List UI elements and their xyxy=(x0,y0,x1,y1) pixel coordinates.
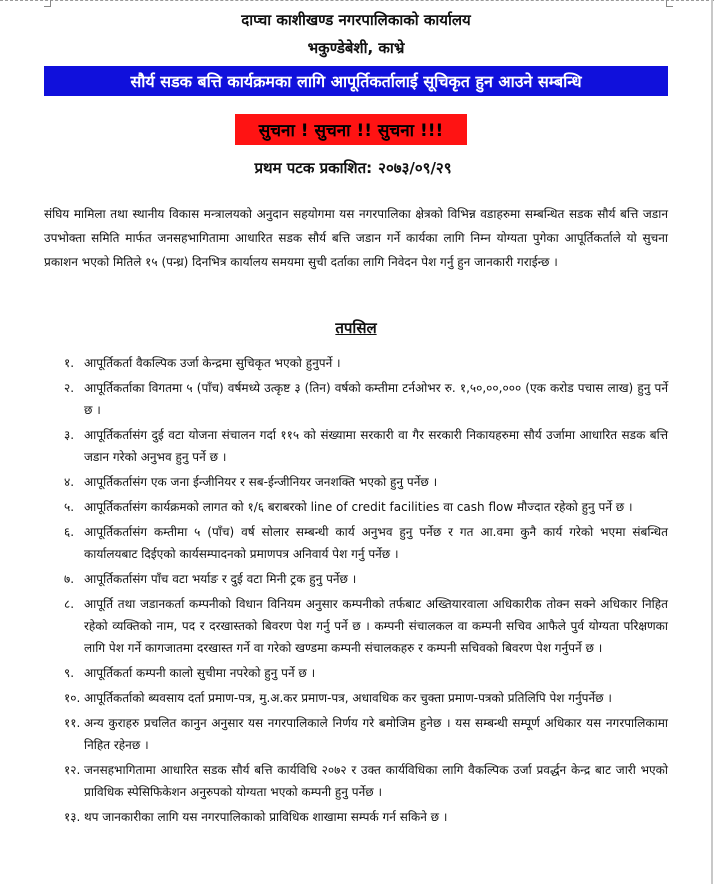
list-item xyxy=(44,568,668,590)
list-item-number: ८. xyxy=(64,597,75,611)
list-item xyxy=(44,521,668,565)
list-item-number: १०. xyxy=(64,691,81,705)
list-item xyxy=(44,352,668,374)
office-name: दाप्चा काशीखण्ड नगरपालिकाको कार्यालय xyxy=(241,11,471,29)
page-right-border xyxy=(711,0,713,884)
list-item xyxy=(44,687,668,709)
publish-date: २०७३/०९/२९ xyxy=(378,159,452,177)
list-item-text: आपूर्तिकर्तासंग कार्यक्रमको लागत को १/६ बराबरको line of credit facilities वा cash flow मौज्दात रहेको हुनु पर्ने छ । xyxy=(84,500,633,514)
list-item-text: आपूर्तिकर्तासंग दुई वटा योजना संचालन गर्दा ११५ को संख्यामा सरकारी वा गैर सरकारी निकायहरुमा सौर्य उर्जामा आधारित सडक बत्ति जडान गरेको अनुभव हुनु पर्ने छ । xyxy=(84,428,668,464)
list-item xyxy=(44,377,668,421)
margin-corner-mark-right xyxy=(666,0,673,7)
requirements-list xyxy=(44,352,668,831)
notice-banner xyxy=(235,114,467,145)
list-item xyxy=(44,471,668,493)
intro-paragraph: संघिय मामिला तथा स्थानीय विकास मन्त्रालयको अनुदान सहयोगमा यस नगरपालिका क्षेत्रको विभिन्न वडाहरुमा सम्बन्धित सडक सौर्य बत्ति जडान उपभोक्ता समिति मार्फत जनसहभागितामा आधारित सडक सौर्य बत्ति जडान गर्ने कार्यका लागि निम्न योग्यता पुगेका आपूर्तिकर्ताले यो सुचना प्रकाशन भएको मितिले १५ (पन्ध्र) दिनभित्र कार्यालय समयमा सुची दर्ताका लागि निवेदन पेश गर्नु हुन जानकारी गराईन्छ । xyxy=(44,207,668,269)
list-item-number: १३. xyxy=(64,810,81,824)
list-item xyxy=(44,593,668,659)
list-item xyxy=(44,424,668,468)
subject-banner xyxy=(44,66,668,96)
list-item-text: आपूर्तिकर्ता कम्पनी कालो सुचीमा नपरेको हुनु पर्ने छ । xyxy=(84,666,316,680)
page-top-border xyxy=(0,0,714,2)
list-item-text: जनसहभागितामा आधारित सडक सौर्य बत्ति कार्यविधि २०७२ र उक्त कार्यविधिका लागि वैकल्पिक उर्जा प्रवर्द्धन केन्द्र बाट जारी भएको प्राविधिक स्पेसिफिकेशन अनुरुपको योग्यता भएको कम्पनी हुनु पर्नेछ । xyxy=(84,763,668,799)
list-item-text: आपूर्तिकर्तासंग एक जना ईन्जीनियर र सब-ईन्जीनियर जनशक्ति भएको हुनु पर्नेछ । xyxy=(84,475,438,489)
list-item-number: ११. xyxy=(64,716,81,730)
section-heading: तपसिल xyxy=(335,319,377,337)
list-item-text: थप जानकारीका लागि यस नगरपालिकाको प्राविधिक शाखामा सम्पर्क गर्न सकिने छ । xyxy=(84,810,448,824)
list-item-text: आपूर्तिकर्तासंग पाँच वटा भर्याङ र दुई वटा मिनी ट्रक हुनु पर्नेछ । xyxy=(84,572,357,586)
list-item-number: १२. xyxy=(64,763,81,777)
list-item-text: आपूर्तिकर्ताका विगतमा ५ (पाँच) वर्षमध्ये उत्कृष्ट ३ (तिन) वर्षको कम्तीमा टर्नओभर रु. १,५०,००,००० (एक करोड पचास लाख) हुनु पर्ने छ । xyxy=(84,381,668,417)
list-item-text: आपूर्तिकर्ताको ब्यवसाय दर्ता प्रमाण-पत्र, मु.अ.कर प्रमाण-पत्र, अधावधिक कर चुक्ता प्रमाण-पत्रको प्रतिलिपि पेश गर्नुपर्नेछ । xyxy=(84,691,612,705)
subject-text: सौर्य सडक बत्ति कार्यक्रमका लागि आपूर्तिकर्तालाई सूचिकृत हुन आउने सम्बन्धि xyxy=(130,72,582,91)
list-item-number: ७. xyxy=(64,572,75,586)
list-item-number: ४. xyxy=(64,475,75,489)
list-item-number: ३. xyxy=(64,428,75,442)
list-item xyxy=(44,712,668,756)
publish-label: प्रथम पटक प्रकाशित: xyxy=(254,159,373,177)
office-address: भकुण्डेबेशी, काभ्रे xyxy=(307,39,405,57)
list-item-number: ६. xyxy=(64,525,75,539)
list-item xyxy=(44,496,668,518)
list-item-text: आपूर्ति तथा जडानकर्ता कम्पनीको विधान विनियम अनुसार कम्पनीको तर्फबाट अख्तियारवाला अधिकारीक तोक्न सक्ने अधिकार निहित रहेको व्यक्तिको नाम, पद र दरखास्तको बिवरण पेश गर्नु पर्ने छ । कम्पनी संचालकल वा कम्पनी सचिव आफैले पुर्व योग्यता परिक्षणका लागि पेश गर्ने कागजातमा दरखास्त गर्ने वा गरेको खण्डमा कम्पनी संचालकहरु र कम्पनी सचिवको बिवरण पेश गर्नुपर्ने छ । xyxy=(84,597,668,655)
notice-text: सुचना ! सुचना !! सुचना !!! xyxy=(258,121,444,141)
list-item-number: २. xyxy=(64,381,75,395)
list-item xyxy=(44,806,668,828)
list-item-text: आपूर्तिकर्तासंग कम्तीमा ५ (पाँच) वर्ष सोलार सम्बन्धी कार्य अनुभव हुनु पर्नेछ र गत आ.वमा कुनै कार्य गरेको भएमा संबन्धित कार्यालयबाट दिईएको कार्यसम्पादनको प्रमाणपत्र अनिवार्य पेश गर्नु पर्नेछ । xyxy=(84,525,668,561)
publish-line xyxy=(44,158,668,178)
list-item xyxy=(44,759,668,803)
list-item-text: अन्य कुराहरु प्रचलित कानुन अनुसार यस नगरपालिकाले निर्णय गरे बमोजिम हुनेछ । यस सम्बन्धी सम्पूर्ण अधिकार यस नगरपालिकामा निहित रहेनछ । xyxy=(84,716,668,752)
list-item xyxy=(44,662,668,684)
margin-corner-mark-left xyxy=(44,0,51,7)
list-item-text: आपूर्तिकर्ता वैकल्पिक उर्जा केन्द्रमा सुचिकृत भएको हुनुपर्ने । xyxy=(84,356,341,370)
list-item-number: ५. xyxy=(64,500,75,514)
list-item-number: ९. xyxy=(64,666,75,680)
list-item-number: १. xyxy=(64,356,75,370)
